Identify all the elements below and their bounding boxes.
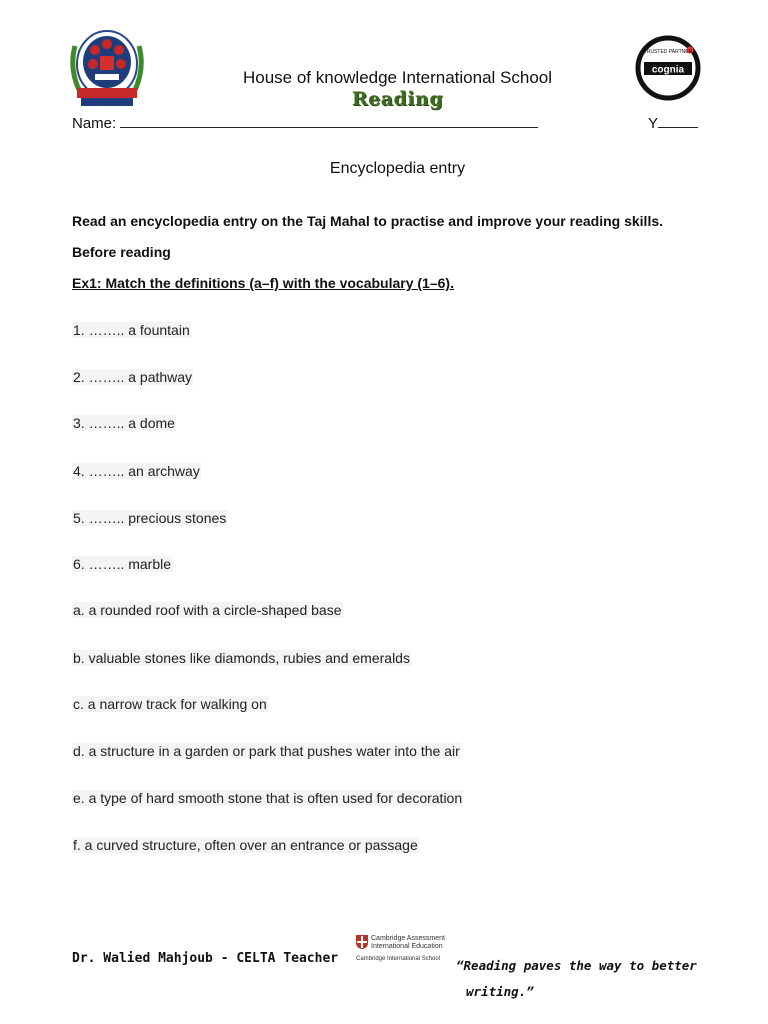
year-field[interactable] — [648, 114, 698, 132]
definition-item: c. a narrow track for walking on — [73, 696, 267, 712]
school-name: House of knowledge International School — [242, 68, 553, 87]
author-credit: Dr. Walied Mahjoub - CELTA Teacher — [72, 951, 339, 966]
definition-item: d. a structure in a garden or park that pushes water into the air — [73, 743, 460, 759]
vocab-item: 2. …….. a pathway — [73, 369, 193, 385]
cognia-logo-text: cognia — [651, 64, 685, 76]
exercise-title: Ex1: Match the definitions (a–f) with the vocabulary (1–6). — [72, 275, 454, 291]
definition-item: a. a rounded roof with a circle-shaped base — [73, 602, 342, 618]
vocab-item: 3. …….. a dome — [73, 415, 175, 431]
cognia-ring-text: TRUSTED PARTNER — [643, 49, 693, 55]
year-label: Y — [648, 115, 659, 132]
cambridge-line2: International Education — [371, 943, 443, 950]
year-blank[interactable] — [658, 114, 698, 128]
intro-text: Read an encyclopedia entry on the Taj Mahal to practise and improve your reading skills. — [72, 213, 664, 229]
definition-item: b. valuable stones like diamonds, rubies and emeralds — [73, 650, 410, 666]
subject-title: Reading — [351, 88, 444, 110]
page-title: Encyclopedia entry — [329, 160, 466, 177]
name-label: Name: — [72, 115, 117, 132]
section-label: Before reading — [72, 244, 171, 260]
cambridge-line3: Cambridge International School — [356, 956, 441, 962]
quote-line-2: writing.” — [466, 984, 534, 999]
footer-quote — [456, 953, 716, 1005]
quote-line-1: “Reading paves the way to better — [456, 958, 697, 973]
name-field[interactable] — [72, 114, 538, 132]
name-blank[interactable] — [120, 114, 538, 128]
vocab-item: 1. …….. a fountain — [73, 322, 190, 338]
definition-item: e. a type of hard smooth stone that is often used for decoration — [73, 790, 463, 806]
cambridge-logo — [356, 935, 452, 967]
definition-item: f. a curved structure, often over an entrance or passage — [73, 837, 418, 853]
cambridge-line1: Cambridge Assessment — [371, 935, 445, 942]
vocab-item: 4. …….. an archway — [73, 463, 200, 479]
vocab-item: 6. …….. marble — [73, 556, 172, 572]
cambridge-shield-icon — [356, 935, 368, 949]
vocab-item: 5. …….. precious stones — [73, 510, 227, 526]
